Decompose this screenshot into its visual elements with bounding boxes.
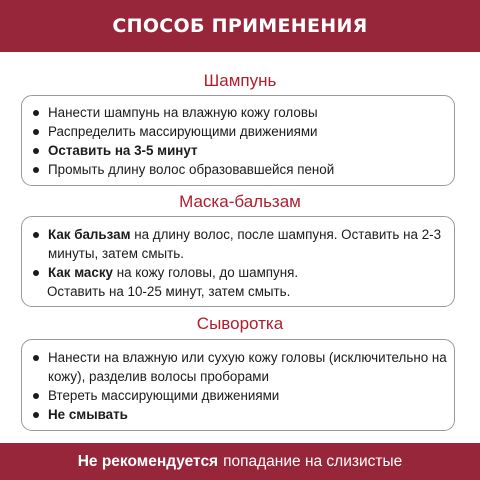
shampoo-list (22, 103, 454, 179)
footer-banner (0, 443, 480, 480)
list-item-continuation: Оставить на 10-25 минут, затем смыть. (47, 284, 291, 299)
list-item: Не смывать (22, 405, 454, 424)
serum-list (22, 348, 454, 424)
footer-warning-bold: Не рекомендуется (77, 452, 219, 470)
list-item: Распределить массирующими движениями (22, 122, 454, 141)
list-item: Нанести на влажную или сухую кожу головы (исключительно на кожу), разделив волосы проборами (22, 348, 454, 386)
footer-warning-text: попадание на слизистые (223, 452, 403, 470)
list-item: Оставить на 3-5 минут (22, 141, 454, 160)
section-title-shampoo: Шампунь (203, 71, 277, 90)
shampoo-card (21, 95, 455, 186)
page-title: СПОСОБ ПРИМЕНЕНИЯ (112, 15, 368, 37)
list-item: Втереть массирующими движениями (22, 386, 454, 405)
section-title-serum: Сыворотка (196, 314, 284, 333)
list-item: Как маску на кожу головы, до шампуня. (22, 263, 454, 282)
list-item: Нанести шампунь на влажную кожу головы (22, 103, 454, 122)
section-title-mask-balm: Маска-бальзам (179, 192, 301, 211)
list-item: Как бальзам на длину волос, после шампуня. Оставить на 2-3 минуты, затем смыть. (22, 225, 454, 263)
serum-card (21, 339, 455, 431)
mask-balm-list (22, 225, 454, 301)
list-item: Промыть длину волос образовавшейся пеной (22, 160, 454, 179)
mask-balm-card (21, 216, 455, 307)
header-banner (0, 0, 480, 52)
